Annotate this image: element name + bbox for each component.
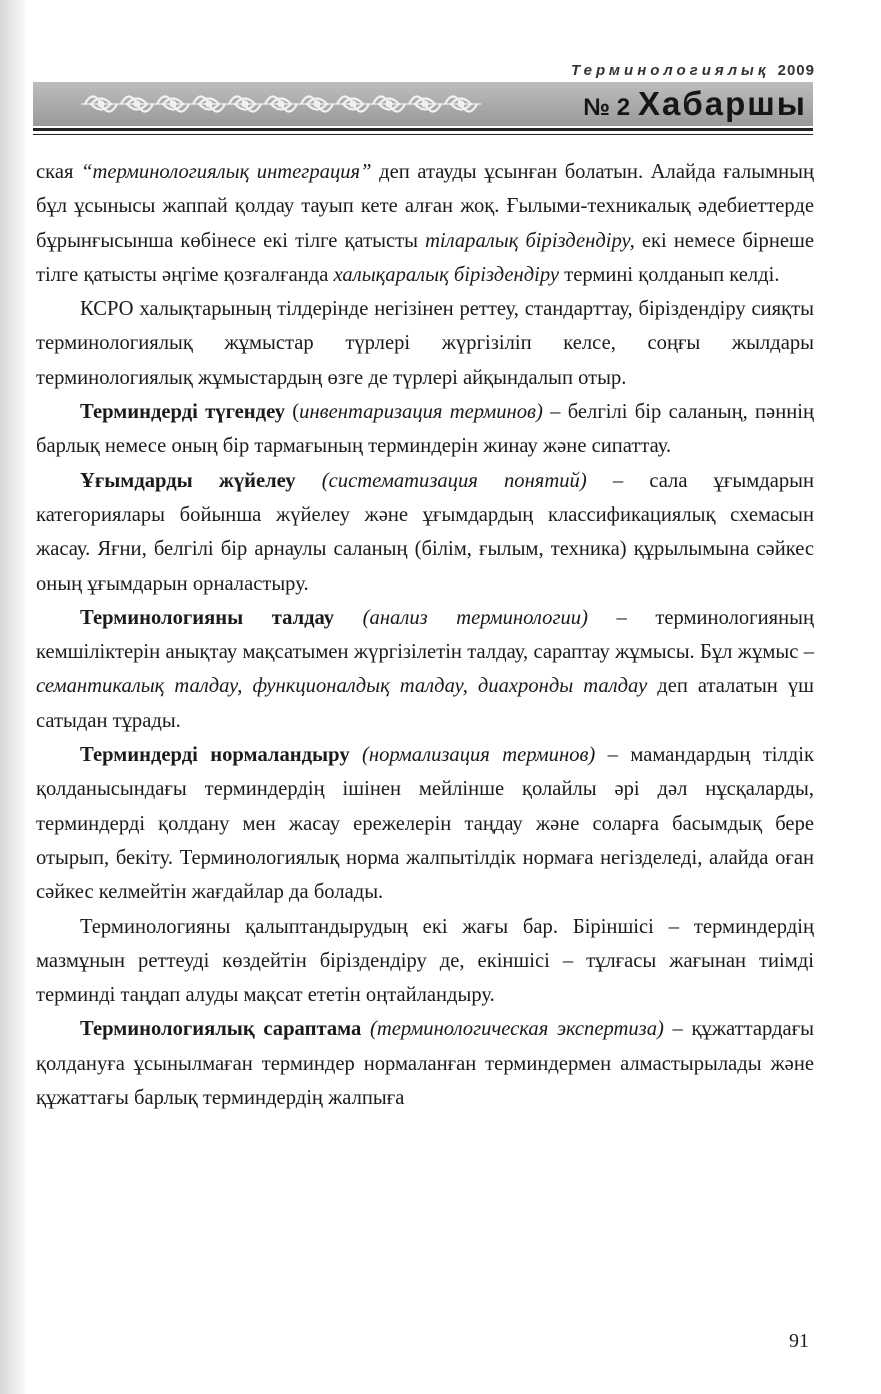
journal-name: Терминологиялық	[571, 62, 770, 79]
text-run: (	[285, 401, 300, 424]
journal-running-header	[571, 62, 815, 79]
text-run: – белгілі бір саланың, пәннің барлық немесе оның бір тармағының терминдерін жинау және сипаттау.	[36, 401, 814, 458]
paragraph	[36, 464, 814, 601]
title-word: Хабаршы	[638, 85, 807, 122]
text-run: термині қолданып келді.	[559, 263, 780, 286]
term-bold: Терминдерді түгендеу	[80, 401, 286, 424]
text-run: – құжаттардағы қолдануға ұсынылмаған терминдер нормаланған терминдермен алмастырылады және құжаттағы барлық терминдердің жалпыға	[36, 1018, 814, 1110]
ornament-pattern	[81, 85, 481, 123]
paragraph	[36, 395, 814, 464]
text-run: – мамандардың тілдік қолданысындағы терминдердің ішінен мейлінше қолайлы әрі дәл нұсқаларды, терминдерді қолдану мен жасау ережелерін таңдау және соларға басымдық бере отырып, бекіту. Терминологиялық норма жалпытілдік нормаға негізделеді, алайда оған сәйкес келмейтін жағдайлар да болады.	[36, 744, 815, 904]
term-italic: (анализ терминологии)	[362, 606, 588, 629]
text-run: деп атауды ұсынған болатын. Алайда ғалымның бұл ұсынысы жаппай қолдау тауып кете алған жоқ. Ғылыми-техникалық әдебиеттерде бұрынғысынша көбінесе екі тілге қатысты	[36, 161, 814, 252]
term-italic: халықаралық біріздендіру	[333, 263, 560, 286]
issue-number: № 2	[583, 94, 631, 121]
text-run	[361, 1018, 370, 1040]
term-bold: Терминологияны талдау	[80, 606, 335, 629]
paragraph	[36, 601, 814, 738]
journal-year: 2009	[777, 62, 815, 79]
text-run: ская	[36, 161, 82, 183]
paragraph	[36, 155, 814, 292]
text-run: деп аталатын үш сатыдан тұрады.	[36, 675, 814, 732]
term-bold: Ұғымдарды жүйелеу	[80, 469, 296, 492]
page-shadow-edge	[0, 0, 28, 1394]
text-run	[334, 607, 363, 629]
term-italic: инвентаризация терминов)	[299, 401, 543, 424]
header-rule-thin	[33, 134, 813, 135]
paragraph	[36, 1012, 814, 1115]
body-text	[36, 155, 814, 1115]
text-run: екі немесе бірнеше тілге қатысты әңгіме қозғалғанда	[36, 229, 814, 286]
text-run: Терминологияны қалыптандырудың екі жағы бар. Біріншісі – терминдердің мазмұнын реттеуді көздейтін біріздендіру де, екіншісі – тұлғасы жағынан тиімді терминді таңдап алуды мақсат ететін оңтайландыру.	[36, 915, 814, 1007]
term-bold: Терминологиялық сараптама	[80, 1018, 362, 1041]
header-band	[33, 82, 813, 126]
paragraph	[36, 292, 814, 395]
text-run	[350, 744, 362, 766]
paragraph	[36, 910, 814, 1013]
term-italic: семантикалық талдау, функционалдық талдау, диахронды талдау	[36, 675, 648, 698]
term-italic: (нормализация терминов)	[362, 744, 596, 767]
text-run	[296, 470, 322, 492]
text-run: – терминологияның кемшіліктерін анықтау мақсатымен жүргізілетін талдау, сараптау жұмысы. Бұл жұмыс –	[36, 606, 814, 664]
page-number: 91	[789, 1330, 809, 1352]
term-bold: Терминдерді нормаландыру	[80, 744, 350, 767]
text-run: КСРО халықтарының тілдерінде негізінен реттеу, стандарттау, біріздендіру сияқты терминологиялық жұмыстар түрлері жүргізіліп келсе, соңғы жылдары терминологиялық жұмыстардың өзге де түрлері айқындалып отыр.	[36, 298, 814, 389]
term-italic: (систематизация понятий)	[321, 469, 587, 492]
term-italic: тіларалық біріздендіру,	[425, 229, 635, 252]
text-run: – сала ұғымдарын категориялары бойынша жүйелеу және ұғымдардың классификациялық схемасын жасау. Яғни, белгілі бір арнаулы саланың (білім, ғылым, техника) құрылымына сәйкес оның ұғымдарын орналастыру.	[36, 469, 814, 595]
term-italic: (терминологическая экспертиза)	[370, 1018, 664, 1041]
journal-title	[583, 82, 807, 126]
term-italic: “терминологиялық интеграция”	[81, 161, 372, 183]
paragraph	[36, 738, 814, 909]
header-rule-thick	[33, 128, 813, 131]
